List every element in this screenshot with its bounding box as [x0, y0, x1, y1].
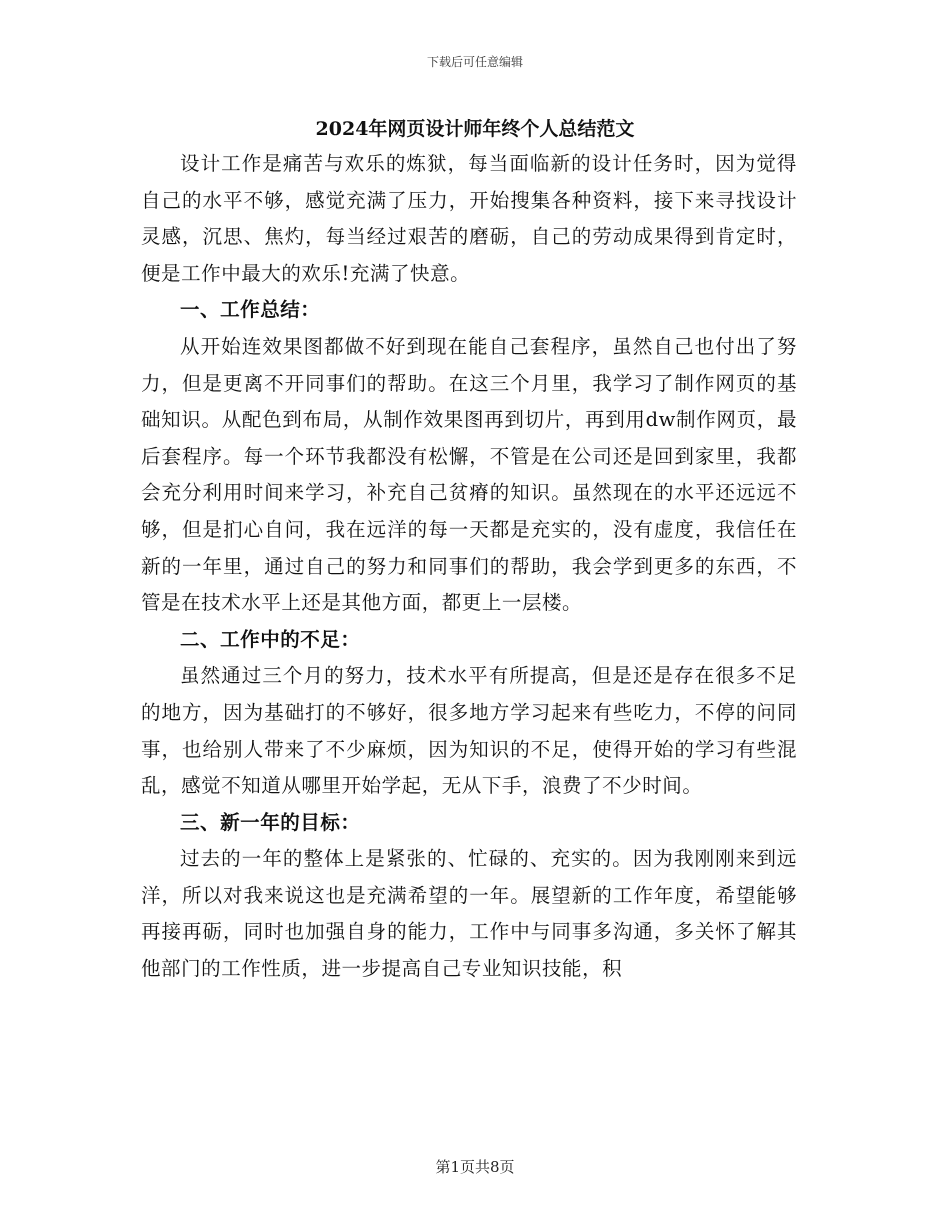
section-heading-shortcomings: 二、工作中的不足：: [180, 627, 361, 651]
intro-paragraph: 设计工作是痛苦与欢乐的炼狱，每当面临新的设计任务时，因为觉得自己的水平不够，感觉充满了压力，开始搜集各种资料，接下来寻找设计灵感，沉思、焦灼，每当经过艰苦的磨砺，自己的劳动成果得到肯定时，便是工作中最大的欢乐!充满了快意。: [141, 152, 797, 285]
section-heading-work-summary: 一、工作总结：: [180, 298, 321, 322]
section-heading-new-year-goals: 三、新一年的目标：: [180, 810, 361, 834]
section-body-new-year-goals: 过去的一年的整体上是紧张的、忙碌的、充实的。因为我刚刚来到远洋，所以对我来说这也是充满希望的一年。展望新的工作年度，希望能够再接再砺，同时也加强自身的能力，工作中与同事多沟通，多关怀了解其他部门的工作性质，进一步提高自己专业知识技能，积: [141, 847, 797, 981]
header-note: 下载后可任意编辑: [426, 55, 523, 69]
document-body: [141, 146, 797, 988]
document-title: 2024年网页设计师年终个人总结范文: [315, 118, 635, 140]
section-body-work-summary: 从开始连效果图都做不好到现在能自己套程序，虽然自己也付出了努力，但是更离不开同事们的帮助。在这三个月里，我学习了制作网页的基础知识。从配色到布局，从制作效果图再到切片，再到用dw制作网页，最后套程序。每一个环节我都没有松懈，不管是在公司还是回到家里，我都会充分利用时间来学习，补充自己贫瘠的知识。虽然现在的水平还远远不够，但是扪心自问，我在远洋的每一天都是充实的，没有虚度，我信任在新的一年里，通过自己的努力和同事们的帮助，我会学到更多的东西，不管是在技术水平上还是其他方面，都更上一层楼。: [141, 334, 797, 615]
section-body-shortcomings: 虽然通过三个月的努力，技术水平有所提高，但是还是存在很多不足的地方，因为基础打的不够好，很多地方学习起来有些吃力，不停的问同事，也给别人带来了不少麻烦，因为知识的不足，使得开始的学习有些混乱，感觉不知道从哪里开始学起，无从下手，浪费了不少时间。: [141, 664, 797, 798]
page-number: 第1页共8页: [435, 1158, 515, 1176]
